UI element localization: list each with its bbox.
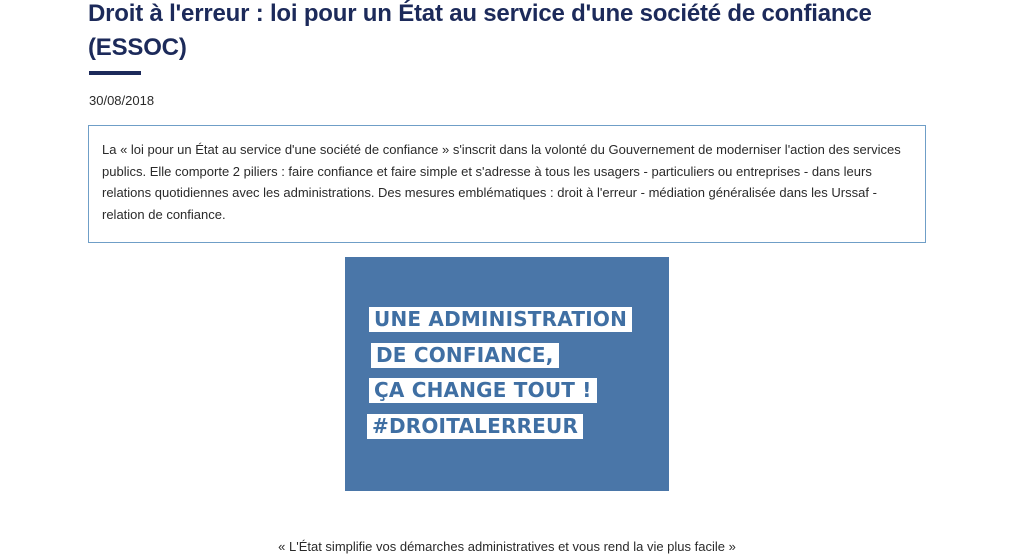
campaign-line-3: ÇA CHANGE TOUT ! bbox=[369, 378, 597, 403]
campaign-line-2: DE CONFIANCE, bbox=[371, 343, 559, 368]
title-underline bbox=[89, 71, 141, 75]
campaign-hashtag: #DROITALERREUR bbox=[367, 414, 583, 439]
campaign-image bbox=[345, 257, 669, 491]
page-title: Droit à l'erreur : loi pour un État au service d'une société de confiance (ESSOC) bbox=[88, 0, 872, 61]
campaign-line-1: UNE ADMINISTRATION bbox=[369, 307, 632, 332]
summary-box bbox=[88, 125, 926, 243]
summary-text: La « loi pour un État au service d'une société de confiance » s'inscrit dans la volonté du Gouvernement de moderniser l'action des services publics. Elle comporte 2 piliers : faire confiance et faire simple et s'adresse à tous les usagers - particuliers ou entreprises - dans leurs relations quotidiennes avec les administrations. Des mesures emblématiques : droit à l'erreur - médiation généralisée dans les Urssaf - relation de confiance. bbox=[102, 142, 901, 222]
article-date: 30/08/2018 bbox=[89, 93, 155, 108]
quote-text: « L'État simplifie vos démarches administratives et vous rend la vie plus facile » bbox=[278, 539, 736, 554]
